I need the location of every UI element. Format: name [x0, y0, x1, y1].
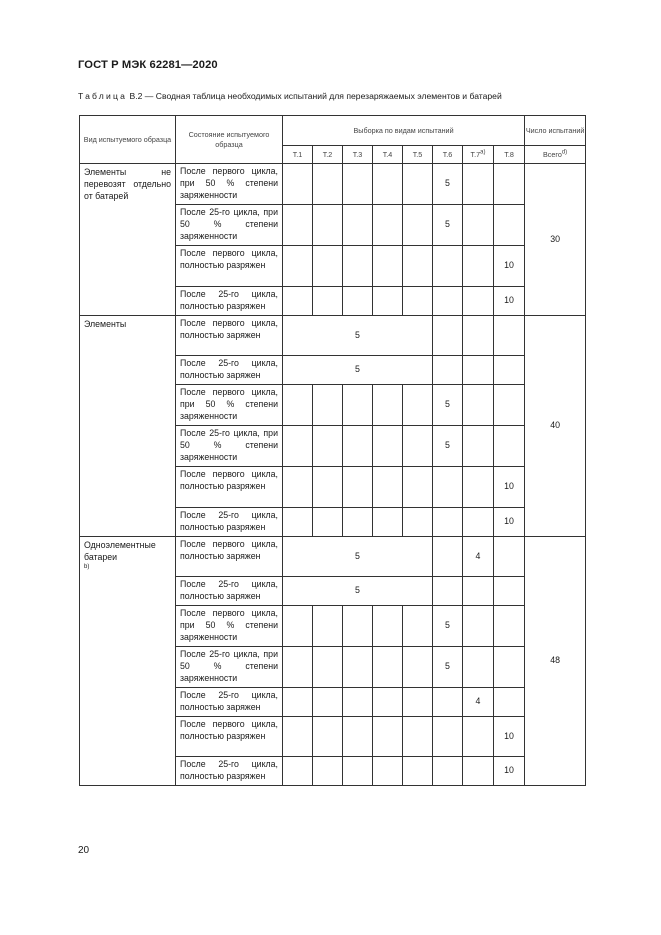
sample-state-cell: После 25-го цикла, при 50 % степени заряженности	[176, 205, 283, 246]
table-caption-label: Таблица	[78, 91, 128, 101]
header-test-t5: Т.5	[403, 146, 433, 164]
sample-state-cell: После 25-го цикла, полностью разряжен	[176, 287, 283, 316]
sample-state-cell: После 25-го цикла, полностью заряжен	[176, 356, 283, 385]
value-t8: 10	[494, 287, 525, 316]
sample-state-cell: После первого цикла, при 50 % степени заряженности	[176, 606, 283, 647]
value-t1-t5: 5	[283, 577, 433, 606]
sample-state-cell: После 25-го цикла, при 50 % степени заряженности	[176, 647, 283, 688]
sample-state-cell: После 25-го цикла, полностью заряжен	[176, 577, 283, 606]
value-t6: 5	[433, 647, 463, 688]
table-row	[80, 316, 586, 356]
value-t6: 5	[433, 606, 463, 647]
sample-state-cell: После 25-го цикла, при 50 % степени заряженности	[176, 426, 283, 467]
sample-state-cell: После первого цикла, полностью разряжен	[176, 717, 283, 757]
value-t8: 10	[494, 757, 525, 786]
value-t6: 5	[433, 205, 463, 246]
table-caption-title: — Сводная таблица необходимых испытаний для перезаряжаемых элементов и батарей	[144, 91, 502, 101]
header-sample-state: Состояние испытуемого образца	[176, 116, 283, 164]
header-sample-type: Вид испытуемого образца	[80, 116, 176, 164]
sample-type-cell: Одноэлементные батареи $^{b)}$	[80, 537, 176, 786]
document-header: ГОСТ Р МЭК 62281—2020	[78, 59, 218, 71]
value-t1-t5: 5	[283, 356, 433, 385]
total-cell: 48	[525, 537, 586, 786]
sample-type-cell: Элементы	[80, 316, 176, 537]
table-caption	[78, 91, 502, 101]
value-t6: 5	[433, 164, 463, 205]
total-cell: 40	[525, 316, 586, 537]
value-t8: 10	[494, 246, 525, 287]
sample-state-cell: После первого цикла, полностью заряжен	[176, 316, 283, 356]
header-count: Число испытаний	[525, 116, 586, 146]
summary-tests-table	[79, 115, 586, 786]
footnote-marker: d)	[561, 149, 568, 156]
value-t1-t5: 5	[283, 537, 433, 577]
sample-state-cell: После первого цикла, полностью разряжен	[176, 467, 283, 508]
table-row	[80, 537, 586, 577]
value-t8: 10	[494, 508, 525, 537]
header-test-t2: Т.2	[313, 146, 343, 164]
sample-state-cell: После первого цикла, полностью разряжен	[176, 246, 283, 287]
sample-state-cell: После первого цикла, при 50 % степени заряженности	[176, 385, 283, 426]
value-t8: 10	[494, 467, 525, 508]
header-test-t7: Т.7$^{a)}$	[463, 146, 494, 164]
header-test-t4: Т.4	[373, 146, 403, 164]
total-cell: 30	[525, 164, 586, 316]
sample-type-cell: Элементы не перевозят отдельно от батарей	[80, 164, 176, 316]
sample-state-cell: После первого цикла, при 50 % степени заряженности	[176, 164, 283, 205]
table-caption-number: B.2	[129, 91, 143, 101]
header-test-t1: Т.1	[283, 146, 313, 164]
header-test-t8: Т.8	[494, 146, 525, 164]
sample-state-cell: После 25-го цикла, полностью разряжен	[176, 757, 283, 786]
footnote-marker: b)	[84, 563, 90, 570]
header-total: Всего$^{d)}$	[525, 146, 586, 164]
header-test-t6: Т.6	[433, 146, 463, 164]
sample-state-cell: После 25-го цикла, полностью разряжен	[176, 508, 283, 537]
sample-state-cell: После 25-го цикла, полностью заряжен	[176, 688, 283, 717]
table-row	[80, 164, 586, 205]
header-selection: Выборка по видам испытаний	[283, 116, 525, 146]
header-test-t3: Т.3	[343, 146, 373, 164]
value-t7: 4	[463, 537, 494, 577]
footnote-marker: a)	[480, 149, 486, 156]
value-t6: 5	[433, 426, 463, 467]
value-t1-t5: 5	[283, 316, 433, 356]
sample-state-cell: После первого цикла, полностью заряжен	[176, 537, 283, 577]
value-t8: 10	[494, 717, 525, 757]
value-t6: 5	[433, 385, 463, 426]
value-t7: 4	[463, 688, 494, 717]
page-number: 20	[78, 845, 90, 856]
